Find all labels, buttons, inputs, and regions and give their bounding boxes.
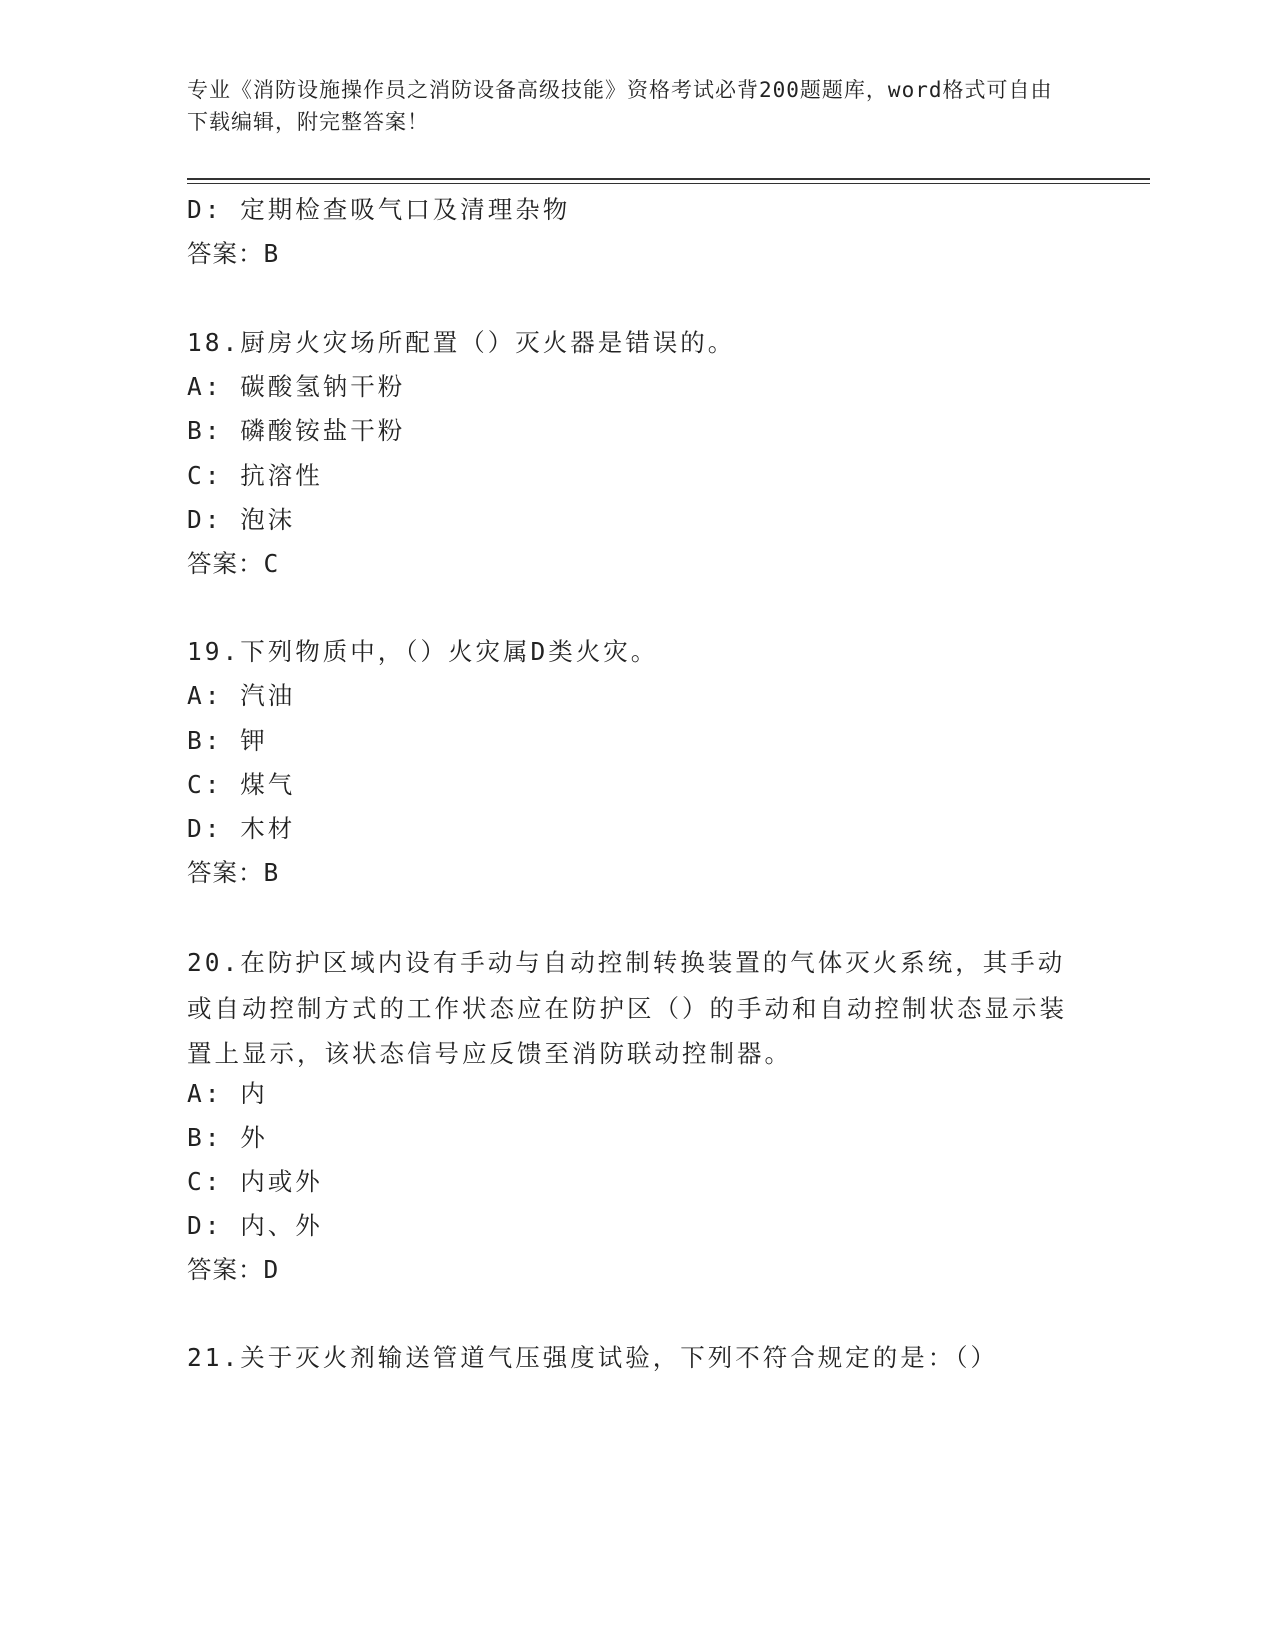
question-20-option-c: C: 内或外: [187, 1167, 323, 1196]
header-divider-thin: [187, 183, 1150, 184]
question-19-option-c: C: 煤气: [187, 770, 296, 799]
question-20: 20.在防护区域内设有手动与自动控制转换装置的气体灭火系统，其手动或自动控制方式的工作状态应在防护区（）的手动和自动控制状态显示装置上显示，该状态信号应反馈至消防联动控制器。: [187, 948, 1067, 1068]
question-18-option-b: B: 磷酸铵盐干粉: [187, 416, 406, 445]
question-20-answer: 答案：D: [187, 1255, 280, 1284]
question-20-option-d: D: 内、外: [187, 1211, 323, 1240]
question-19: 19.下列物质中，（）火灾属D类火灾。: [187, 637, 659, 666]
question-20-option-b: B: 外: [187, 1123, 268, 1152]
question-19-answer: 答案：B: [187, 858, 280, 887]
question-18-option-a: A: 碳酸氢钠干粉: [187, 372, 406, 401]
question-18-option-d: D: 泡沫: [187, 505, 296, 534]
question-19-option-a: A: 汽油: [187, 681, 296, 710]
previous-answer: 答案：B: [187, 239, 280, 268]
question-20-option-a: A: 内: [187, 1079, 268, 1108]
previous-option-d: D: 定期检查吸气口及清理杂物: [187, 195, 571, 224]
question-18-option-c: C: 抗溶性: [187, 461, 323, 490]
header-divider: [187, 178, 1150, 180]
question-19-option-d: D: 木材: [187, 814, 296, 843]
document-header: 专业《消防设施操作员之消防设备高级技能》资格考试必背200题题库，word格式可自由下载编辑，附完整答案！: [187, 78, 1053, 134]
question-21: 21.关于灭火剂输送管道气压强度试验，下列不符合规定的是：（）: [187, 1343, 998, 1372]
question-18-answer: 答案：C: [187, 549, 280, 578]
question-19-option-b: B: 钾: [187, 726, 268, 755]
question-18: 18.厨房火灾场所配置（）灭火器是错误的。: [187, 328, 736, 357]
